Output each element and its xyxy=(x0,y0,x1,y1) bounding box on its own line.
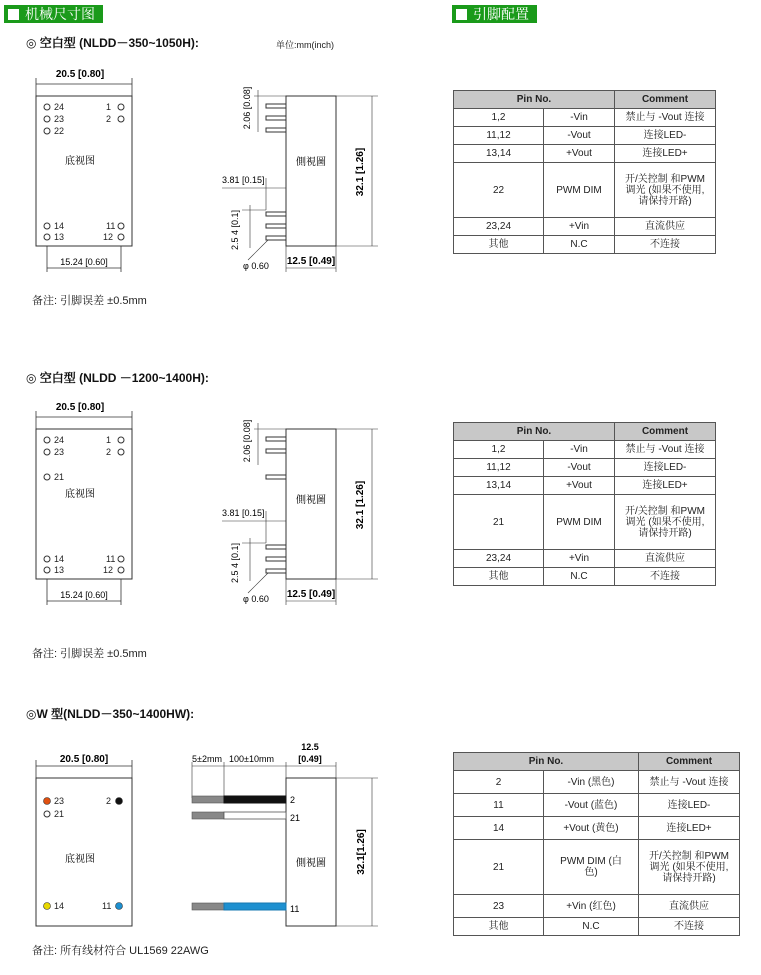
table-row xyxy=(454,771,740,794)
pin-number-cell: 其他 xyxy=(454,568,544,586)
height-dimension: 32.1 [1.26] xyxy=(355,480,366,530)
pin-label: 24 xyxy=(54,435,65,445)
height-dimension: 32.1[1.26] xyxy=(356,829,367,875)
pin-label: 14 xyxy=(54,554,65,564)
table-row xyxy=(454,477,716,495)
pin-function-cell: -Vin xyxy=(544,109,615,127)
pin-number-cell: 1,2 xyxy=(454,441,544,459)
bottom-view-label: 底视图 xyxy=(65,489,95,500)
pin-function-cell: N.C xyxy=(544,918,639,936)
table-row xyxy=(454,794,740,817)
table-row xyxy=(454,495,716,550)
pin-function-cell: PWM DIM (白色) xyxy=(544,840,639,895)
pin-table-3 xyxy=(453,752,740,936)
pin-function-cell: +Vin xyxy=(544,218,615,236)
pin-number-cell: 21 xyxy=(454,495,544,550)
mechanical-dimensions-title: 机械尺寸图 xyxy=(25,6,95,22)
pin-diameter: φ 0.60 xyxy=(243,261,269,271)
section-1-note: 备注: 引脚误差 ±0.5mm xyxy=(32,295,147,307)
pin-label: 21 xyxy=(54,809,65,819)
pin-number-cell: 其他 xyxy=(454,236,544,254)
wire-black xyxy=(224,796,286,803)
pin-number-cell: 22 xyxy=(454,163,544,218)
pin-table-1 xyxy=(453,90,716,254)
pin-label: 1 xyxy=(106,435,112,445)
pin-label: 12 xyxy=(103,232,114,242)
pin-comment-cell: 连接LED+ xyxy=(639,817,740,840)
table-row xyxy=(454,441,716,459)
pin-pitch-dimension: 2.5 4 [0.1] xyxy=(230,542,240,584)
pin-label: 13 xyxy=(54,232,65,242)
pin-number-cell: 23,24 xyxy=(454,550,544,568)
pin-number-cell: 23,24 xyxy=(454,218,544,236)
section-3-drawing xyxy=(0,738,440,938)
pin-number-cell: 2 xyxy=(454,771,544,794)
wire-strip-dimension: 5±2mm xyxy=(192,754,222,764)
pin-comment-cell: 连接LED- xyxy=(615,127,716,145)
side-view-label: 側視圖 xyxy=(296,157,326,168)
pin-label: 23 xyxy=(54,447,65,457)
pitch-dimension: 15.24 [0.60] xyxy=(60,590,108,600)
pin-function-cell: -Vin (黑色) xyxy=(544,771,639,794)
pin-length-dimension: 3.81 [0.15] xyxy=(222,175,265,185)
pin-number-cell: 14 xyxy=(454,817,544,840)
table-row xyxy=(454,840,740,895)
pin-function-cell: -Vout xyxy=(544,459,615,477)
pin-label: 2 xyxy=(106,796,112,806)
pin-comment-cell: 开/关控制 和PWM调光 (如果不使用, 请保持开路) xyxy=(615,495,716,550)
pin-function-cell: PWM DIM xyxy=(544,163,615,218)
square-icon xyxy=(8,9,19,20)
pin-comment-cell: 禁止与 -Vout 连接 xyxy=(639,771,740,794)
pin-table-2 xyxy=(453,422,716,586)
wire-strip xyxy=(192,903,224,910)
pin-number-cell: 13,14 xyxy=(454,145,544,163)
pin-label: 23 xyxy=(54,114,65,124)
pin-label: 14 xyxy=(54,901,65,911)
depth-dimension-inch: [0.49] xyxy=(298,754,322,764)
wire-length-dimension: 100±10mm xyxy=(229,754,274,764)
pin-number-cell: 11 xyxy=(454,794,544,817)
pin-number-cell: 21 xyxy=(454,840,544,895)
pin-label: 22 xyxy=(54,126,65,136)
section-2-drawing xyxy=(0,393,440,611)
table-row xyxy=(454,895,740,918)
table-row xyxy=(454,145,716,163)
wire-pin-label: 11 xyxy=(290,904,300,914)
pin-function-cell: N.C xyxy=(544,568,615,586)
bottom-view-label: 底视图 xyxy=(65,156,95,167)
table-row xyxy=(454,459,716,477)
pin-label: 1 xyxy=(106,102,112,112)
pin-comment-cell: 不连接 xyxy=(615,236,716,254)
wire-blue xyxy=(224,903,286,910)
side-view-body xyxy=(286,96,336,246)
table-row xyxy=(454,817,740,840)
table-header-row xyxy=(454,423,716,441)
pin-label: 14 xyxy=(54,221,65,231)
pin-configuration-header xyxy=(452,5,537,23)
pin-label: 12 xyxy=(103,565,114,575)
pin-label: 24 xyxy=(54,102,65,112)
comment-header: Comment xyxy=(639,753,740,771)
wire-pin-label: 2 xyxy=(290,795,296,805)
pin-function-cell: +Vout (黄色) xyxy=(544,817,639,840)
side-view-label: 側視圖 xyxy=(296,495,326,506)
wire-pin-label: 21 xyxy=(290,813,301,823)
pin-comment-cell: 直流供应 xyxy=(615,550,716,568)
pin-no-header: Pin No. xyxy=(454,423,615,441)
table-row xyxy=(454,236,716,254)
pin-number-cell: 11,12 xyxy=(454,459,544,477)
pin-comment-cell: 连接LED- xyxy=(615,459,716,477)
table-row xyxy=(454,127,716,145)
pin-function-cell: +Vout xyxy=(544,145,615,163)
depth-dimension: 12.5 [0.49] xyxy=(286,589,336,600)
comment-header: Comment xyxy=(615,423,716,441)
pin-offset-dimension: 2.06 [0.08] xyxy=(242,419,252,463)
pin-pitch-dimension: 2.5 4 [0.1] xyxy=(230,209,240,251)
table-row xyxy=(454,568,716,586)
mechanical-dimensions-header xyxy=(4,5,103,23)
table-header-row xyxy=(454,753,740,771)
table-row xyxy=(454,918,740,936)
table-row xyxy=(454,550,716,568)
pin-function-cell: +Vin xyxy=(544,550,615,568)
table-row xyxy=(454,218,716,236)
wire-white xyxy=(224,812,286,819)
pin-function-cell: +Vin (红色) xyxy=(544,895,639,918)
pitch-dimension: 15.24 [0.60] xyxy=(60,257,108,267)
pin-length-dimension: 3.81 [0.15] xyxy=(222,508,265,518)
bottom-view-label: 底视图 xyxy=(65,854,95,865)
pin-comment-cell: 直流供应 xyxy=(615,218,716,236)
pin-number-cell: 23 xyxy=(454,895,544,918)
pin-number-cell: 1,2 xyxy=(454,109,544,127)
pin-label: 13 xyxy=(54,565,65,575)
pin-comment-cell: 连接LED- xyxy=(639,794,740,817)
pin-function-cell: N.C xyxy=(544,236,615,254)
section-3-title: ◎W 型(NLDD－350~1400HW): xyxy=(26,707,195,721)
pin-label: 23 xyxy=(54,796,65,806)
square-icon xyxy=(456,9,467,20)
pin-no-header: Pin No. xyxy=(454,753,639,771)
depth-dimension: 12.5 xyxy=(301,742,319,752)
pin-label: 11 xyxy=(102,901,112,911)
pin-offset-dimension: 2.06 [0.08] xyxy=(242,86,252,130)
pin-function-cell: +Vout xyxy=(544,477,615,495)
table-row xyxy=(454,109,716,127)
pin-comment-cell: 连接LED+ xyxy=(615,145,716,163)
pin-number-cell: 其他 xyxy=(454,918,544,936)
table-header-row xyxy=(454,91,716,109)
width-dimension: 20.5 [0.80] xyxy=(59,754,109,765)
pin-label: 2 xyxy=(106,114,112,124)
pin-label: 2 xyxy=(106,447,112,457)
pin-function-cell: -Vin xyxy=(544,441,615,459)
pin-label: 21 xyxy=(54,472,65,482)
depth-dimension: 12.5 [0.49] xyxy=(286,256,336,267)
pin-label: 11 xyxy=(106,554,116,564)
side-view-label: 側視圖 xyxy=(296,858,326,869)
pin-function-cell: -Vout (蓝色) xyxy=(544,794,639,817)
pin-no-header: Pin No. xyxy=(454,91,615,109)
pin-comment-cell: 禁止与 -Vout 连接 xyxy=(615,441,716,459)
pin-label: 11 xyxy=(106,221,116,231)
section-2-note: 备注: 引脚误差 ±0.5mm xyxy=(32,648,147,660)
pin-comment-cell: 禁止与 -Vout 连接 xyxy=(615,109,716,127)
pin-diameter: φ 0.60 xyxy=(243,594,269,604)
unit-label: 单位:mm(inch) xyxy=(276,40,334,50)
section-3-note: 备注: 所有线材符合 UL1569 22AWG xyxy=(32,945,209,957)
pin-comment-cell: 不连接 xyxy=(615,568,716,586)
table-row xyxy=(454,163,716,218)
pin-comment-cell: 不连接 xyxy=(639,918,740,936)
pin-comment-cell: 连接LED+ xyxy=(615,477,716,495)
comment-header: Comment xyxy=(615,91,716,109)
height-dimension: 32.1 [1.26] xyxy=(355,147,366,197)
pin-function-cell: PWM DIM xyxy=(544,495,615,550)
width-dimension: 20.5 [0.80] xyxy=(55,69,105,80)
width-dimension: 20.5 [0.80] xyxy=(55,402,105,413)
pin-comment-cell: 开/关控制 和PWM调光 (如果不使用, 请保持开路) xyxy=(615,163,716,218)
pin-comment-cell: 开/关控制 和PWM调光 (如果不使用, 请保持开路) xyxy=(639,840,740,895)
section-1-title: ◎ 空白型 (NLDD－350~1050H): xyxy=(26,36,199,50)
pin-configuration-title: 引脚配置 xyxy=(473,6,529,22)
section-1-drawing xyxy=(0,60,440,275)
wire-strip xyxy=(192,812,224,819)
pin-number-cell: 11,12 xyxy=(454,127,544,145)
pin-number-cell: 13,14 xyxy=(454,477,544,495)
section-2-title: ◎ 空白型 (NLDD －1200~1400H): xyxy=(26,371,209,385)
wire-strip xyxy=(192,796,224,803)
pin-function-cell: -Vout xyxy=(544,127,615,145)
pin-comment-cell: 直流供应 xyxy=(639,895,740,918)
